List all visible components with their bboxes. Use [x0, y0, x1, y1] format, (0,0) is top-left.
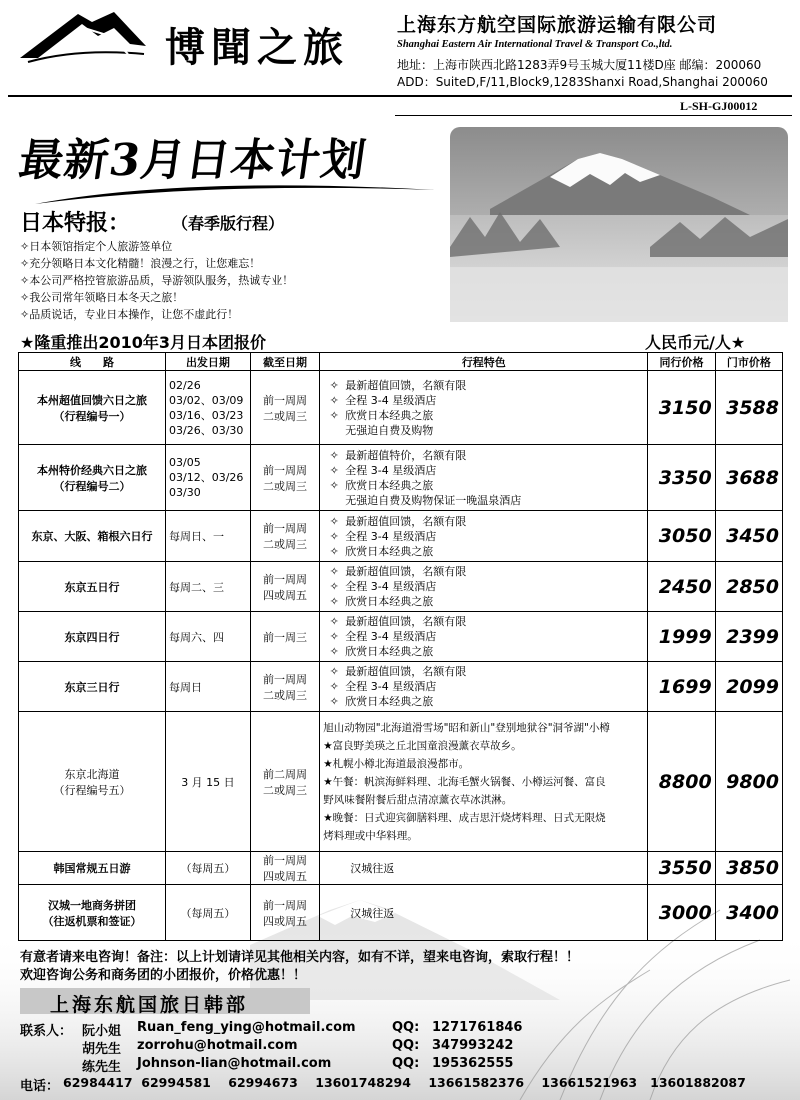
peer-price: 1999	[648, 612, 715, 662]
feature-line: 汉城往返	[320, 852, 648, 885]
col-cutoff: 截至日期	[250, 353, 319, 371]
feature-line: ✧ 全程 3-4 星级酒店	[323, 679, 644, 694]
route-name: 东京三日行	[19, 662, 166, 712]
peer-price: 3550	[648, 852, 715, 885]
feature-extra: 无强迫自费及购物	[345, 423, 434, 437]
company-name-en: Shanghai Eastern Air International Travel & Transport Co.,ltd.	[397, 39, 673, 50]
feature-line: ✧ 欣赏日本经典之旅	[323, 544, 644, 559]
qq-label: QQ:	[392, 1020, 420, 1035]
cutoff-line: 四或周五	[263, 588, 308, 602]
route-name: 本州超值回馈六日之旅	[37, 393, 147, 407]
contact-name: 练先生	[82, 1060, 122, 1075]
price-table	[18, 352, 783, 941]
diamond-star-icon: ✧	[329, 463, 339, 477]
bullet-item: ✧我公司常年领略日本冬天之旅！	[20, 291, 184, 304]
route-name: 韩国常规五日游	[19, 852, 166, 885]
feature-line: ✧ 全程 3-4 星级酒店	[323, 529, 644, 544]
feature-bullets	[20, 238, 293, 323]
feature-line: ✧ 全程 3-4 星级酒店	[323, 393, 644, 408]
table-row	[19, 445, 783, 511]
diamond-star-icon: ✧	[329, 448, 339, 462]
feature-line: ✧ 全程 3-4 星级酒店	[323, 629, 644, 644]
qq-label: QQ:	[392, 1056, 420, 1071]
diamond-star-icon: ✧	[329, 695, 339, 708]
peer-price: 3150	[648, 371, 715, 445]
diamond-star-icon: ✧	[329, 529, 339, 543]
itinerary-line: 旭山动物园"北海道滑雪场"昭和新山"登别地狱谷"洞爷湖"小樽	[323, 721, 610, 734]
diamond-star-icon: ✧	[329, 645, 339, 658]
departure-date: 3 月 15 日	[166, 712, 251, 852]
currency-label: 人民币元/人★	[645, 333, 746, 352]
diamond-star-icon: ✧	[329, 630, 339, 643]
address-cn: 地址：上海市陕西北路1283弄9号玉城大厦11楼D座 邮编：200060	[397, 58, 762, 72]
itinerary-line: ★晚餐：日式迎宾御膳料理、成吉思汗烧烤料理、日式无限烧	[323, 811, 606, 824]
retail-price: 2099	[715, 662, 782, 712]
cutoff-line: 前一周周	[263, 572, 308, 586]
diamond-star-icon: ✧	[329, 393, 339, 407]
bullet-item: ✧本公司严格控管旅游品质，导游领队服务，热诚专业！	[20, 274, 294, 287]
qq-number: 195362555	[432, 1056, 514, 1071]
itinerary-line: 烤料理或中华料理。	[323, 829, 418, 842]
feature-line: ✧ 最新超值回馈，名额有限	[323, 564, 644, 579]
phone-numbers: 62984417 62994581 62994673 13601748294 13661582376 13661521963 13601882087	[63, 1075, 746, 1090]
route-name: 东京五日行	[19, 562, 166, 612]
departure-date: 03/05	[169, 456, 201, 469]
address-en: ADD：SuiteD,F/11,Block9,1283Shanxi Road,Shanghai 200060	[397, 75, 768, 89]
departure-date: （每周五）	[166, 885, 251, 941]
peer-price: 3000	[648, 885, 715, 941]
retail-price: 2399	[715, 612, 782, 662]
col-features: 行程特色	[320, 353, 648, 371]
table-row	[19, 885, 783, 941]
mountain-logo-icon	[18, 6, 148, 68]
table-row	[19, 562, 783, 612]
cutoff-line: 前一周周	[263, 522, 308, 535]
table-row	[19, 852, 783, 885]
table-row	[19, 511, 783, 562]
retail-price: 3688	[715, 445, 782, 511]
peer-price: 3350	[648, 445, 715, 511]
code-divider	[395, 115, 792, 116]
departure-date: 02/26	[169, 378, 201, 392]
route-name: 东京四日行	[19, 612, 166, 662]
business-note: 欢迎咨询公务和商务团的小团报价，价格优惠！！	[20, 968, 307, 983]
itinerary-line: 野风味餐附餐后甜点清凉薰衣草冰淇淋。	[323, 793, 513, 806]
departure-date: 每周二、三	[166, 562, 251, 612]
route-name: 东京、大阪、箱根六日行	[19, 511, 166, 562]
feature-line: ✧ 欣赏日本经典之旅	[323, 478, 644, 493]
route-code: （往返机票和签证）	[42, 914, 142, 928]
departure-date: （每周五）	[166, 852, 251, 885]
cutoff-line: 前一周三	[263, 630, 308, 644]
col-departure: 出发日期	[166, 353, 251, 371]
diamond-star-icon: ✧	[329, 408, 339, 422]
cutoff-line: 前一周周	[263, 854, 308, 867]
diamond-star-icon: ✧	[329, 680, 339, 693]
retail-price: 2850	[715, 562, 782, 612]
retail-price: 3450	[715, 511, 782, 562]
col-route: 线 路	[19, 353, 166, 371]
departure-date: 每周日	[166, 662, 251, 712]
bullet-item: ✧日本领馆指定个人旅游签单位	[20, 240, 173, 253]
table-row	[19, 612, 783, 662]
route-name: 汉城一地商务拼团	[48, 898, 136, 912]
itinerary-line: ★富良野美瑛之丘北国童浪漫薰衣草故乡。	[323, 739, 522, 752]
license-code: L-SH-GJ00012	[680, 99, 758, 113]
special-subtitle: （春季版行程）	[172, 214, 285, 233]
cutoff-line: 二或周三	[263, 538, 308, 551]
itinerary-line: ★札幌小樽北海道最浪漫都市。	[323, 757, 470, 770]
swoosh-decoration	[35, 176, 435, 206]
cutoff-line: 前一周周	[263, 898, 308, 912]
col-peer-price: 同行价格	[648, 353, 715, 371]
table-header-row	[19, 353, 783, 371]
feature-line: 汉城往返	[320, 885, 648, 941]
feature-line: ✧ 欣赏日本经典之旅	[323, 408, 644, 423]
retail-price: 3588	[715, 371, 782, 445]
cutoff-line: 前一周周	[263, 463, 308, 477]
route-name: 本州特价经典六日之旅	[37, 463, 147, 477]
peer-price: 3050	[648, 511, 715, 562]
peer-price: 8800	[648, 712, 715, 852]
cutoff-line: 四或周五	[263, 870, 308, 883]
diamond-star-icon: ✧	[329, 544, 339, 558]
diamond-star-icon: ✧	[329, 615, 339, 628]
departure-date: 03/02、03/09	[169, 393, 244, 407]
departure-date: 每周日、一	[166, 511, 251, 562]
retail-price: 9800	[715, 712, 782, 852]
contact-name: 胡先生	[82, 1042, 122, 1057]
diamond-star-icon: ✧	[329, 478, 339, 492]
route-code: （行程编号一）	[53, 409, 131, 423]
diamond-star-icon: ✧	[329, 378, 339, 392]
cutoff-line: 二或周三	[263, 688, 308, 702]
header-divider	[8, 95, 792, 97]
cutoff-line: 二或周三	[263, 479, 308, 493]
table-row	[19, 371, 783, 445]
departure-date: 03/16、03/23	[169, 408, 244, 422]
feature-line: ✧ 最新超值回馈，名额有限	[323, 614, 644, 629]
departure-date: 03/26、03/30	[169, 423, 244, 437]
feature-line: ✧ 欣赏日本经典之旅	[323, 694, 644, 709]
diamond-star-icon: ✧	[329, 514, 339, 528]
contact-email-link[interactable]: zorrohu@hotmail.com	[137, 1038, 298, 1053]
bullet-item: ✧品质说话，专业日本操作，让您不虚此行！	[20, 308, 239, 321]
route-code: （行程编号二）	[53, 479, 131, 493]
table-row	[19, 662, 783, 712]
feature-line: ✧ 欣赏日本经典之旅	[323, 594, 644, 609]
departure-date: 03/30	[169, 486, 201, 499]
peer-price: 2450	[648, 562, 715, 612]
diamond-star-icon: ✧	[329, 665, 339, 678]
cutoff-line: 前二周周	[263, 767, 308, 781]
contact-name: 阮小姐	[82, 1024, 122, 1039]
cutoff-line: 前一周周	[263, 672, 308, 686]
brand-title: 博聞之旅	[165, 24, 349, 71]
peer-price: 1699	[648, 662, 715, 712]
feature-line: ✧ 欣赏日本经典之旅	[323, 644, 644, 659]
bullet-item: ✧充分领略日本文化精髓！浪漫之行，让您难忘！	[20, 257, 261, 270]
mount-fuji-photo	[450, 127, 788, 322]
qq-number: 1271761846	[432, 1020, 523, 1035]
qq-number: 347993242	[432, 1038, 514, 1053]
itinerary-line: ★午餐：帆滨海鲜料理、北海毛蟹火锅餐、小樽运河餐、富良	[323, 775, 606, 788]
departure-date: 每周六、四	[166, 612, 251, 662]
route-code: （行程编号五）	[53, 783, 131, 797]
cutoff-line: 二或周三	[263, 783, 308, 797]
cutoff-line: 四或周五	[263, 914, 308, 928]
table-row	[19, 712, 783, 852]
feature-line: ✧ 全程 3-4 星级酒店	[323, 463, 644, 478]
diamond-star-icon: ✧	[329, 595, 339, 608]
feature-extra: 无强迫自费及购物保证一晚温泉酒店	[345, 493, 522, 507]
diamond-star-icon: ✧	[329, 565, 339, 578]
headline: 最新3月日本计划	[15, 135, 370, 186]
cutoff-line: 二或周三	[263, 409, 308, 423]
contact-email-link[interactable]: Johnson-lian@hotmail.com	[137, 1056, 332, 1071]
diamond-star-icon: ✧	[329, 580, 339, 593]
cutoff-line: 前一周周	[263, 393, 308, 407]
qq-label: QQ:	[392, 1038, 420, 1053]
contact-label: 联系人：	[20, 1024, 73, 1039]
price-banner: ★隆重推出2010年3月日本团报价	[20, 333, 267, 352]
col-retail-price: 门市价格	[715, 353, 782, 371]
contact-email-link[interactable]: Ruan_feng_ying@hotmail.com	[137, 1020, 356, 1035]
company-name-cn: 上海东方航空国际旅游运输有限公司	[397, 14, 718, 36]
feature-line: ✧ 最新超值回馈，名额有限	[323, 514, 644, 529]
departure-date: 03/12、03/26	[169, 471, 244, 484]
feature-line: ✧ 全程 3-4 星级酒店	[323, 579, 644, 594]
retail-price: 3400	[715, 885, 782, 941]
route-name: 东京北海道	[64, 767, 120, 781]
department-name: 上海东航国旅日韩部	[50, 994, 249, 1016]
feature-line: ✧ 最新超值回馈，名额有限	[323, 378, 644, 393]
special-title: 日本特报：	[20, 211, 131, 236]
retail-price: 3850	[715, 852, 782, 885]
feature-line: ✧ 最新超值特价，名额有限	[323, 448, 644, 463]
inquiry-note: 有意者请来电咨询！备注：以上计划请详见其他相关内容，如有不详，望来电咨询，索取行程！！	[20, 950, 580, 965]
department-banner	[20, 988, 310, 1014]
phone-label: 电话：	[20, 1079, 60, 1094]
feature-line: ✧ 最新超值回馈，名额有限	[323, 664, 644, 679]
